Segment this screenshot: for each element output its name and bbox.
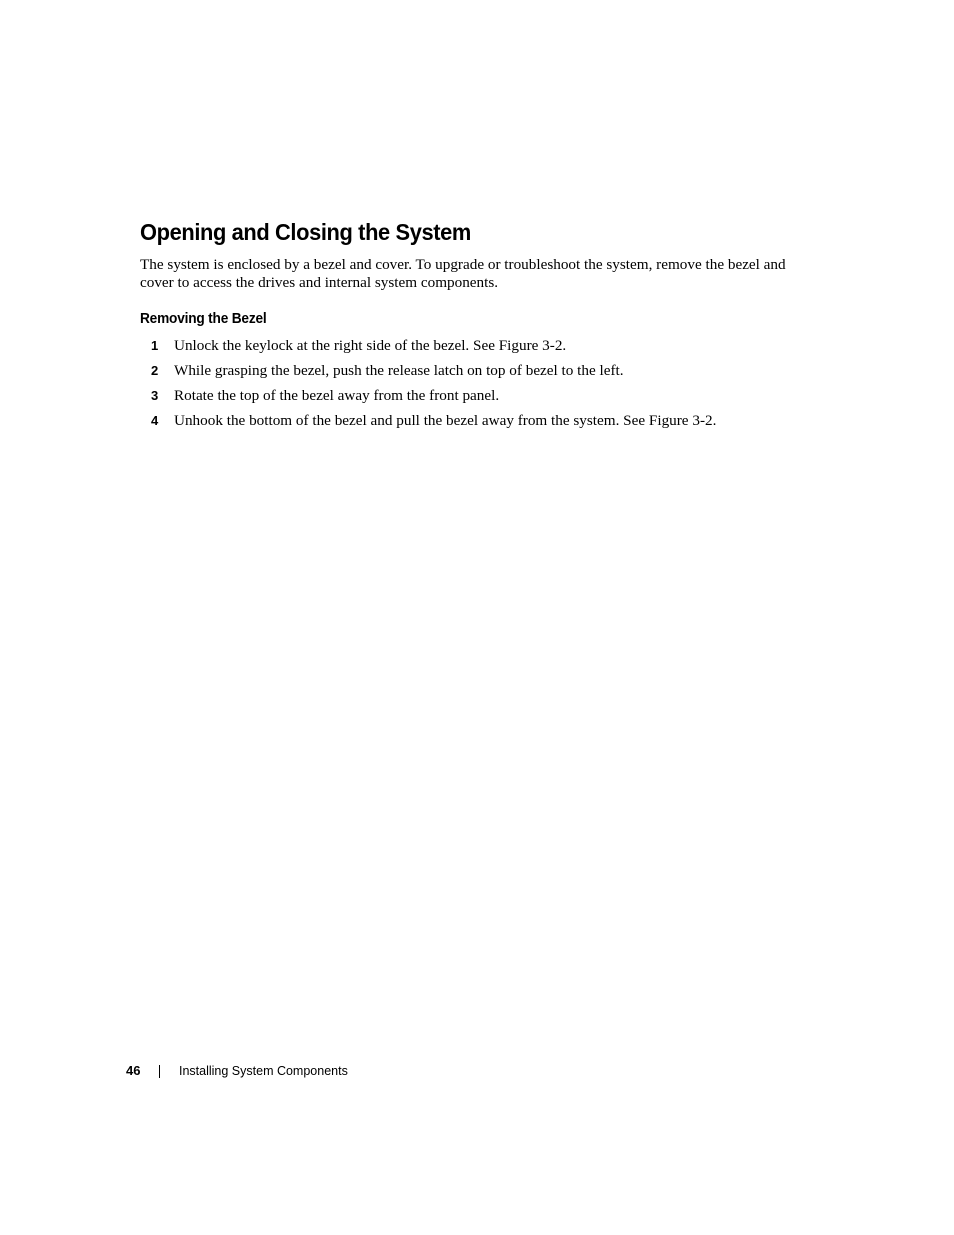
step-number: 4 (151, 413, 159, 428)
step-item (140, 411, 820, 436)
step-item (140, 361, 820, 386)
step-number: 1 (151, 338, 159, 353)
step-text: Unhook the bottom of the bezel and pull the bezel away from the system. See Figure 3-2. (174, 412, 717, 429)
step-item (140, 336, 820, 361)
step-item (140, 386, 820, 411)
step-text: Unlock the keylock at the right side of the bezel. See Figure 3-2. (174, 337, 567, 354)
steps-list (140, 336, 820, 436)
section-title: Opening and Closing the System (140, 219, 471, 245)
step-number: 2 (151, 363, 159, 378)
intro-paragraph: The system is enclosed by a bezel and cover. To upgrade or troubleshoot the system, remove the bezel and cover to access the drives and internal system components. (140, 256, 786, 291)
footer-divider (159, 1065, 160, 1078)
step-number: 3 (151, 388, 159, 403)
page-number: 46 (126, 1063, 141, 1078)
footer-chapter-title: Installing System Components (179, 1064, 348, 1078)
step-text: Rotate the top of the bezel away from the front panel. (174, 387, 500, 404)
step-text: While grasping the bezel, push the release latch on top of bezel to the left. (174, 362, 624, 379)
document-content (140, 216, 820, 429)
subsection-title: Removing the Bezel (140, 311, 267, 327)
